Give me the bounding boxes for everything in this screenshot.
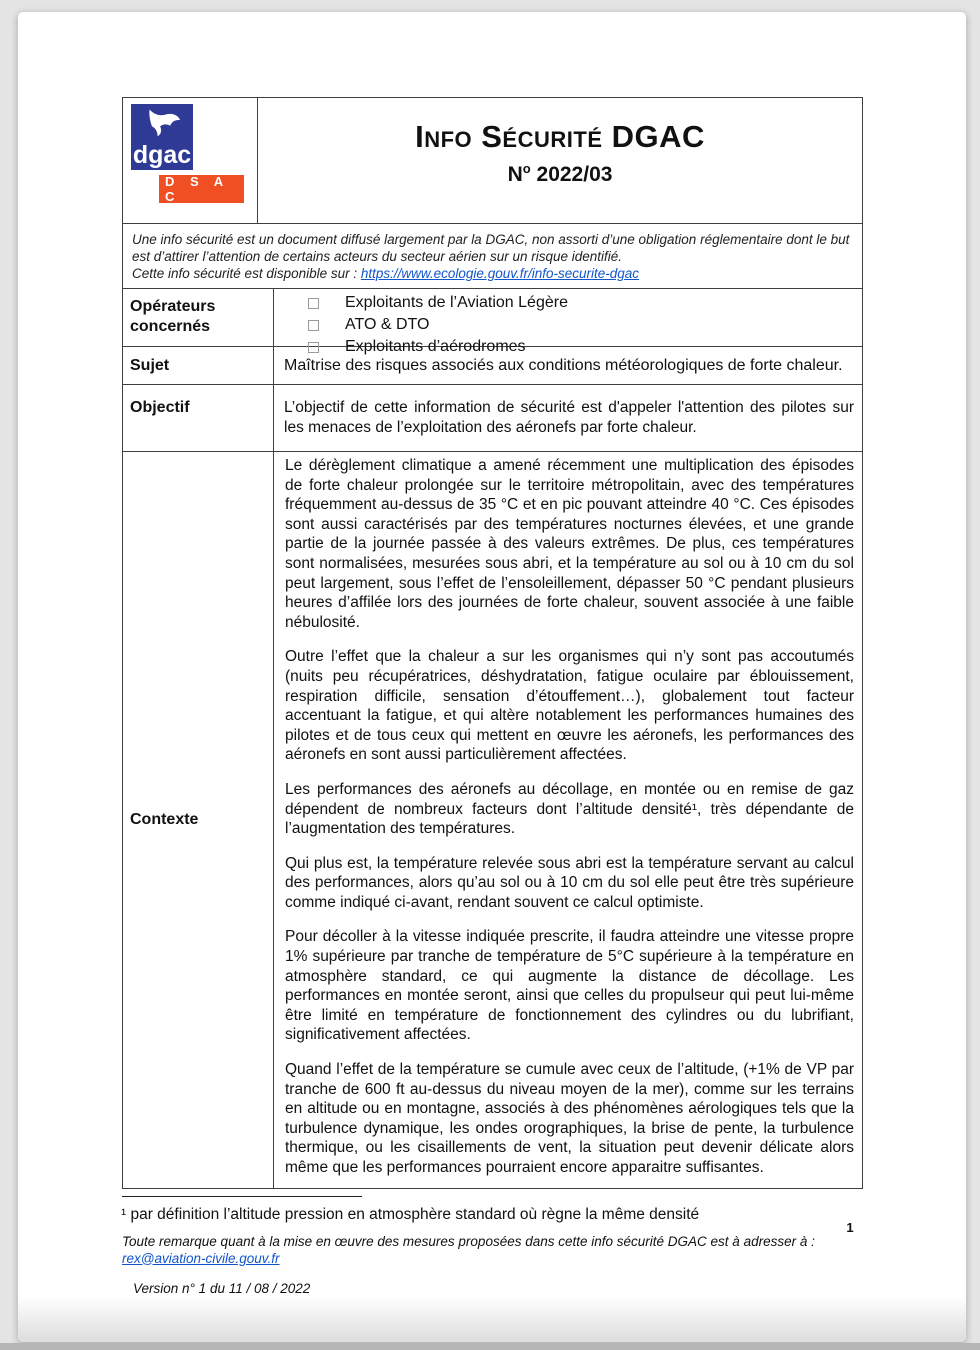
page-bottom-fade — [18, 1296, 966, 1342]
contexte-row — [123, 451, 862, 1188]
title-cell — [258, 98, 862, 223]
document-number-value: 2022/03 — [530, 162, 613, 186]
dsac-badge — [159, 175, 244, 203]
document-number-prefix: N — [507, 162, 523, 186]
operators-list-item — [274, 314, 854, 336]
intro-note-text: Une info sécurité est un document diffusé largement par la DGAC, non assorti d’une obligation réglementaire dont le but est d’attirer l’attention de certains acteurs du secteur aérien sur un risque identifié. — [132, 232, 850, 264]
contexte-paragraph: Qui plus est, la température relevée sous abri est la température servant au calcul des performances, alors qu’au sol ou à 10 cm du sol elle peut être très supérieure comme indiqué ci-avant, rendant souvent ce calcul optimiste. — [285, 854, 854, 911]
contexte-paragraph: Pour décoller à la vitesse indiquée prescrite, il faudra atteindre une vitesse propre 1% supérieure par tranche de température de 5°C supérieure à la température en atmosphère standard, ce qui augmente la distance de décollage. Les performances en montée seront, ainsi que celles du propulseur qui peut lui-même être limité en température de fonctionnement des cylindres ou du lubrifiant, significativement affectées. — [285, 928, 854, 1044]
document-number — [508, 156, 613, 188]
footer-remark — [122, 1234, 842, 1267]
contexte-label: Contexte — [123, 452, 274, 1188]
operators-item-label: Exploitants de l’Aviation Légère — [345, 294, 568, 311]
contexte-paragraph: Le dérèglement climatique a amené récemment une multiplication des épisodes de forte chaleur prolongée sur le territoire métropolitain, avec des températures fréquemment au-dessus de 35 °C et en pic pouvant atteindre 40 °C. Ces épisodes sont aussi caractérisés par des températures nocturnes élevées, et une grande partie de la journée passée à des valeurs extrêmes. De plus, ces températures sont normalisées, mesurées sous abri, et la température au sol ou à 10 cm du sol peut largement, sous l’effet de l’ensoleillement, dépasser 50 °C pendant plusieurs heures d’affilée lors des journées de forte chaleur, souvent associée à une faible nébulosité. — [285, 457, 854, 631]
intro-note — [123, 224, 862, 282]
page-number: 1 — [846, 1220, 854, 1235]
operators-content — [274, 289, 862, 355]
contexte-content — [274, 452, 862, 1188]
footer-remark-text: Toute remarque quant à la mise en œuvre des mesures proposées dans cette info sécurité DGAC est à adresser à : — [122, 1234, 815, 1249]
dgac-wordmark: dgac — [132, 141, 192, 169]
operators-list-item — [274, 292, 854, 314]
document-number-ordinal: o — [522, 160, 531, 176]
checkbox-square-icon — [308, 320, 319, 331]
intro-availability-text: Cette info sécurité est disponible sur : — [132, 266, 361, 281]
contexte-paragraph: Les performances des aéronefs au décollage, en montée ou en remise de gaz dépendent de nombreux facteurs dont l’altitude densité¹, très dépendante de l’augmentation des températures. — [285, 780, 854, 838]
objectif-text: L’objectif de cette information de sécurité est d'appeler l'attention des pilotes sur les menaces de l’exploitation des aéronefs par forte chaleur. — [284, 399, 854, 436]
info-securite-link[interactable]: https://www.ecologie.gouv.fr/info-securite-dgac — [360, 266, 640, 281]
footnote-separator — [122, 1196, 362, 1197]
dgac-logo — [131, 104, 193, 170]
document-page — [18, 12, 966, 1342]
operators-label: Opérateurs concernés — [123, 289, 274, 346]
objectif-row — [123, 384, 862, 451]
document-title: Info Sécurité DGAC — [415, 118, 705, 154]
header-row — [123, 98, 862, 223]
intro-note-row — [123, 223, 862, 288]
contexte-paragraph: Quand l’effet de la température se cumule avec ceux de l’altitude, (+1% de VP par tranche de 600 ft au-dessus du niveau moyen de la mer), comme sur les terrains en altitude ou en montagne, associés à des phénomènes aérologiques tels que la turbulence dynamique, les ondes orographiques, la brise de pente, la turbulence thermique, ou les cisaillements de vent, la situation peut devenir délicate alors même que les performances pourraient encore apparaitre suffisantes. — [285, 1061, 854, 1176]
dsac-wordmark: D S A C — [165, 174, 229, 204]
footnote-text: ¹ par définition l’altitude pression en atmosphère standard où règne la même densité — [121, 1206, 700, 1223]
info-securite-table — [122, 97, 863, 1189]
operators-item-label: ATO & DTO — [345, 316, 430, 333]
objectif-label: Objectif — [123, 385, 274, 451]
logo-cell — [123, 98, 258, 223]
sujet-label: Sujet — [123, 347, 274, 384]
version-note: Version n° 1 du 11 / 08 / 2022 — [133, 1281, 311, 1296]
operators-item-label: Exploitants d’aérodromes — [345, 338, 526, 355]
sujet-text: Maîtrise des risques associés aux conditions météorologiques de forte chaleur. — [284, 357, 843, 374]
contexte-paragraph: Outre l’effet que la chaleur a sur les organismes qui n’y sont pas accoutumés (nuits peu récupératrices, déshydratation, fatigue oculaire par éblouissement, respiration difficile, sensation d’étouffement…), globalement tout facteur accentuant la fatigue, et qui altère notablement les performances humaines des pilotes et de tous ceux qui mettent en œuvre les aéronefs, les performances des aéronefs en sont aussi particulièrement affectées. — [285, 648, 854, 764]
operators-row — [123, 288, 862, 355]
rex-email-link[interactable]: rex@aviation-civile.gouv.fr — [122, 1250, 280, 1266]
dgac-bird-icon — [142, 107, 182, 137]
checkbox-square-icon — [308, 298, 319, 309]
viewport-bottom-edge — [0, 1343, 980, 1350]
sujet-row — [123, 346, 862, 384]
